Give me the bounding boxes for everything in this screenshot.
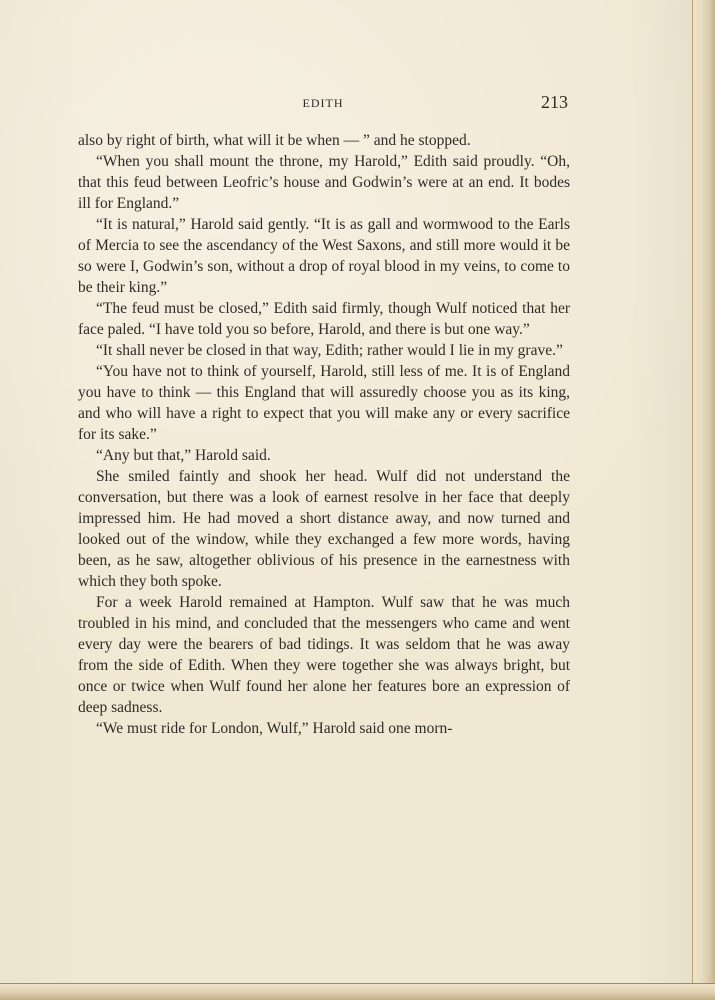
paragraph: “It is natural,” Harold said gently. “It is as gall and wormwood to the Earls of Mercia to see the ascendancy of the West Saxons, and still more would it be so were I, Godwin’s son, without a drop of royal blood in my veins, to come to be their king.” xyxy=(78,216,570,296)
body-text xyxy=(78,130,570,739)
paragraph: “When you shall mount the throne, my Harold,” Edith said proudly. “Oh, that this feud between Leofric’s house and Godwin’s were at an end. It bodes ill for England.” xyxy=(78,153,570,212)
running-head: EDITH xyxy=(302,96,344,110)
page-edge xyxy=(692,0,715,1000)
page-number: 213 xyxy=(541,92,568,112)
paragraph: She smiled faintly and shook her head. Wulf did not understand the conversation, but there was a look of earnest resolve in her face that deeply impressed him. He had moved a short distance away, and now turned and looked out of the window, while they exchanged a few more words, having been, as he saw, altogether oblivious of his presence in the earnestness with which they both spoke. xyxy=(78,468,570,590)
page-header xyxy=(78,94,568,114)
paragraph: also by right of birth, what will it be when — ” and he stopped. xyxy=(78,132,471,149)
page-bottom-edge xyxy=(0,983,715,1000)
paragraph: “The feud must be closed,” Edith said firmly, though Wulf noticed that her face paled. “I have told you so before, Harold, and there is but one way.” xyxy=(78,300,570,338)
paragraph: For a week Harold remained at Hampton. Wulf saw that he was much troubled in his mind, and concluded that the messengers who came and went every day were the bearers of bad tidings. It was seldom that he was away from the side of Edith. When they were together she was always bright, but once or twice when Wulf found her alone her features bore an expression of deep sadness. xyxy=(78,594,570,716)
paragraph: “You have not to think of yourself, Harold, still less of me. It is of England you have to think — this England that will assuredly choose you as its king, and who will have a right to expect that you will make any or every sacrifice for its sake.” xyxy=(78,363,570,443)
paragraph: “It shall never be closed in that way, Edith; rather would I lie in my grave.” xyxy=(96,342,563,359)
paragraph: “We must ride for London, Wulf,” Harold said one morn- xyxy=(96,720,453,737)
paragraph: “Any but that,” Harold said. xyxy=(96,447,271,464)
